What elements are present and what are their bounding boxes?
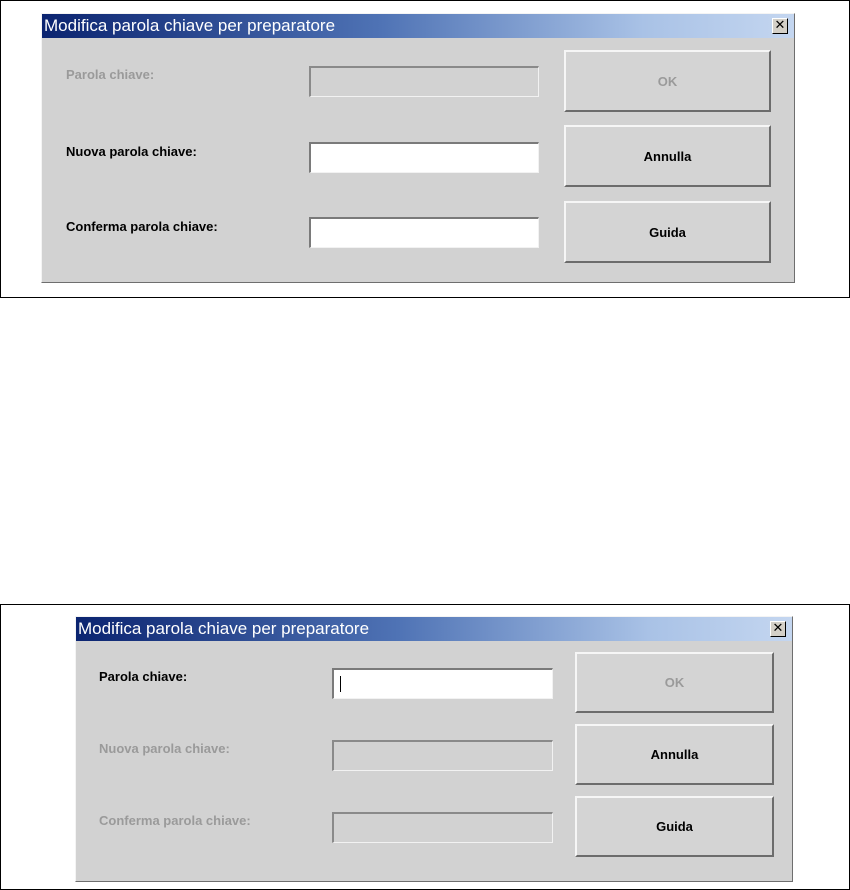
help-button[interactable] — [564, 201, 771, 263]
new-password-label: Nuova parola chiave: — [66, 144, 197, 159]
new-password-label: Nuova parola chiave: — [99, 741, 230, 756]
password-dialog-1 — [41, 13, 795, 283]
help-button[interactable] — [575, 796, 774, 857]
screenshot-panel-1 — [0, 0, 850, 298]
confirm-password-input — [332, 812, 553, 843]
close-icon: ✕ — [774, 18, 786, 33]
new-password-input — [332, 740, 553, 771]
cancel-button-label: Annulla — [650, 747, 699, 762]
help-button-label: Guida — [649, 224, 686, 240]
ok-button-label: OK — [657, 73, 678, 89]
ok-button — [575, 652, 774, 713]
cancel-button[interactable] — [575, 724, 774, 785]
cancel-button-label: Annulla — [643, 148, 692, 164]
dialog-title: Modifica parola chiave per preparatore — [78, 619, 370, 638]
screenshot-panel-2 — [0, 604, 850, 890]
password-dialog-2 — [75, 616, 793, 882]
old-password-label: Parola chiave: — [99, 669, 188, 684]
confirm-password-label: Conferma parola chiave: — [66, 219, 218, 234]
confirm-password-label: Conferma parola chiave: — [99, 813, 251, 828]
close-icon: ✕ — [772, 621, 784, 636]
cancel-button[interactable] — [564, 125, 771, 187]
text-caret — [340, 676, 341, 692]
old-password-label: Parola chiave: — [66, 67, 155, 82]
ok-button — [564, 50, 771, 112]
confirm-password-input[interactable] — [309, 217, 539, 248]
dialog-title: Modifica parola chiave per preparatore — [44, 16, 336, 35]
old-password-input[interactable] — [332, 668, 553, 699]
help-button-label: Guida — [656, 819, 693, 834]
close-button[interactable] — [770, 621, 786, 637]
title-bar — [76, 617, 792, 641]
old-password-input — [309, 66, 539, 97]
title-bar — [42, 14, 794, 38]
new-password-input[interactable] — [309, 142, 539, 173]
close-button[interactable] — [772, 18, 788, 34]
ok-button-label: OK — [664, 675, 685, 690]
